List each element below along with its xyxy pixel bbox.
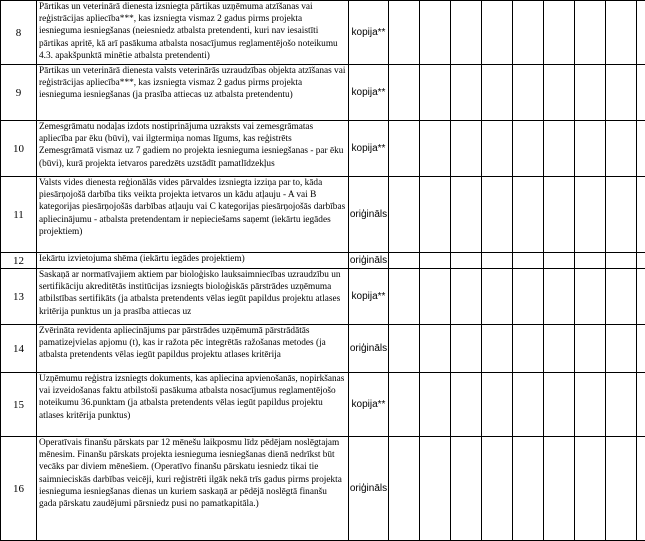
document-description: Operatīvais finanšu pārskats par 12 mēnešu laikposmu līdz pēdējam noslēgtajam mēnesim. Finanšu pārskats projekta iesnieguma iesniegšanas dienā nedrīkst būt vecāks par diviem mēnešiem. (Operatīvo finanšu pārskatu iesniedz tikai tie saimnieciskās darbības veicēji, kuri reģistrēti ilgāk nekā trīs gadus pirms projekta iesnieguma iesniegšanas dienas un kuriem saskaņā ar pēdējā noslēgtā finanšu gada pārskatu zaudējumi pārsniedz pusi no pamatkapitāla.) [39,437,346,510]
empty-check-cell[interactable] [389,373,420,437]
empty-check-cell[interactable] [544,269,575,325]
empty-check-cell[interactable] [637,65,645,121]
document-description: Zemesgrāmatu nodaļas izdots nostiprinājuma uzraksts vai zemesgrāmatas apliecība par ēku (būvi), vai ilgtermiņa nomas līgums, kas reģistrēts Zemesgrāmatā vismaz uz 7 gadiem no projekta iesnieguma iesniegšanas - par ēku (būvi), kurā projekta ietvaros paredzēts uzstādīt pamatlīdzekļus [39,121,346,170]
document-description-cell [37,269,349,325]
empty-check-cell[interactable] [513,121,544,177]
table-row [1,325,645,373]
document-description-cell [37,325,349,373]
empty-check-cell[interactable] [575,269,606,325]
empty-check-cell[interactable] [544,65,575,121]
empty-check-cell[interactable] [389,437,420,541]
empty-check-cell[interactable] [513,269,544,325]
table-row [1,437,645,541]
empty-check-cell[interactable] [544,253,575,269]
document-description: Valsts vides dienesta reģionālās vides pārvaldes izsniegta izziņa par to, kāda piesārņojošā darbība tiks veikta projekta ietvaros un kādu atļauju - A vai B kategorijas piesārņojošās darbības atļauju vai C kategorijas piesārņojošās darbības apliecinājumu - atbalsta pretendentam ir nepieciešams saņemt (iekārtu iegādes projektiem) [39,177,346,238]
empty-check-cell[interactable] [389,121,420,177]
empty-check-cell[interactable] [606,253,637,269]
empty-check-cell[interactable] [575,373,606,437]
empty-check-cell[interactable] [389,325,420,373]
table-row [1,253,645,269]
table-row [1,65,645,121]
empty-check-cell[interactable] [482,269,513,325]
empty-check-cell[interactable] [544,373,575,437]
document-description: Pārtikas un veterinārā dienesta izsniegta pārtikas uzņēmuma atzīšanas vai reģistrācijas apliecība***, kas izsniegta vismaz 2 gadus pirms projekta iesnieguma iesniegšanas (neiesniedz atbalsta pretendenti, kuri nav iesaistīti pārtikas apritē, kā arī pasākuma atbalsta nosacījumus reglamentējošo noteikumu 4.3. apakšpunktā minētie atbalsta pretendenti) [39,1,346,62]
empty-check-cell[interactable] [513,325,544,373]
document-description: Zvērināta revidenta apliecinājums par pārstrādes uzņēmumā pārstrādātās pamatizejvielas apjomu (t), kas ir ražota pēc integrētās ražošanas metodes (ja atbalsta pretendents vēlas iegūt papildus projektu atlases kritērija [39,325,346,362]
document-type: kopija** [349,1,389,65]
empty-check-cell[interactable] [420,437,451,541]
document-type: oriģināls [349,437,389,541]
document-description: Uzņēmumu reģistra izsniegts dokuments, kas apliecina apvienošanās, nopirkšanas vai izveidošanas faktu atbilstoši pasākuma atbalsta nosacījumus reglamentējošo noteikumu 36.punktam (ja atbalsta pretendents vēlas iegūt papildus projektu atlases kritērija punktus) [39,373,346,422]
document-type: kopija** [349,269,389,325]
empty-check-cell[interactable] [482,177,513,253]
document-type: oriģināls [349,253,389,269]
empty-check-cell[interactable] [451,1,482,65]
empty-check-cell[interactable] [513,65,544,121]
row-number: 15 [1,373,37,437]
empty-check-cell[interactable] [637,437,645,541]
row-number: 13 [1,269,37,325]
row-number: 11 [1,177,37,253]
empty-check-cell[interactable] [451,121,482,177]
empty-check-cell[interactable] [389,269,420,325]
document-description-cell [37,253,349,269]
empty-check-cell[interactable] [575,437,606,541]
row-number: 10 [1,121,37,177]
document-type: kopija** [349,65,389,121]
empty-check-cell[interactable] [482,373,513,437]
empty-check-cell[interactable] [420,177,451,253]
document-description-cell [37,121,349,177]
empty-check-cell[interactable] [420,269,451,325]
empty-check-cell[interactable] [606,269,637,325]
empty-check-cell[interactable] [575,177,606,253]
document-description-cell [37,373,349,437]
empty-check-cell[interactable] [575,253,606,269]
empty-check-cell[interactable] [451,269,482,325]
empty-check-cell[interactable] [482,325,513,373]
empty-check-cell[interactable] [451,65,482,121]
empty-check-cell[interactable] [451,437,482,541]
document-type: kopija** [349,373,389,437]
row-number: 9 [1,65,37,121]
empty-check-cell[interactable] [575,121,606,177]
document-type: kopija** [349,121,389,177]
empty-check-cell[interactable] [451,373,482,437]
empty-check-cell[interactable] [389,177,420,253]
empty-check-cell[interactable] [637,269,645,325]
empty-check-cell[interactable] [606,121,637,177]
row-number: 8 [1,1,37,65]
empty-check-cell[interactable] [451,253,482,269]
empty-check-cell[interactable] [544,121,575,177]
empty-check-cell[interactable] [575,325,606,373]
empty-check-cell[interactable] [482,1,513,65]
empty-check-cell[interactable] [513,253,544,269]
document-description-cell [37,177,349,253]
empty-check-cell[interactable] [544,325,575,373]
document-description-cell [37,1,349,65]
table-row [1,373,645,437]
empty-check-cell[interactable] [420,253,451,269]
row-number: 16 [1,437,37,541]
table-row [1,1,645,65]
empty-check-cell[interactable] [606,325,637,373]
empty-check-cell[interactable] [606,1,637,65]
empty-check-cell[interactable] [389,1,420,65]
document-description: Pārtikas un veterinārā dienesta valsts veterinārās uzraudzības objekta atzīšanas vai reģistrācijas apliecība***, kas izsniegta vismaz 2 gadus pirms projekta iesnieguma iesniegšanas (ja prasība attiecas uz atbalsta pretendentu) [39,65,346,102]
row-number: 12 [1,253,37,269]
empty-check-cell[interactable] [637,121,645,177]
empty-check-cell[interactable] [420,121,451,177]
empty-check-cell[interactable] [513,177,544,253]
document-description-cell [37,437,349,541]
empty-check-cell[interactable] [513,373,544,437]
empty-check-cell[interactable] [606,373,637,437]
empty-check-cell[interactable] [482,65,513,121]
table-row [1,177,645,253]
row-number: 14 [1,325,37,373]
empty-check-cell[interactable] [420,65,451,121]
empty-check-cell[interactable] [606,437,637,541]
empty-check-cell[interactable] [389,65,420,121]
empty-check-cell[interactable] [451,177,482,253]
empty-check-cell[interactable] [513,437,544,541]
empty-check-cell[interactable] [637,177,645,253]
document-description: Saskaņā ar normatīvajiem aktiem par bioloģisko lauksaimniecības uzraudzību un sertifikāciju akreditētās institūcijas izsniegts bioloģiskās pārstrādes uzņēmuma atbilstības sertifikāts (ja atbalsta pretendents vēlas iegūt papildus projektu atlases kritērija punktus un ja prasība attiecas uz [39,269,346,318]
empty-check-cell[interactable] [389,253,420,269]
empty-check-cell[interactable] [420,373,451,437]
empty-check-cell[interactable] [420,325,451,373]
empty-check-cell[interactable] [637,1,645,65]
empty-check-cell[interactable] [637,373,645,437]
empty-check-cell[interactable] [575,65,606,121]
empty-check-cell[interactable] [420,1,451,65]
empty-check-cell[interactable] [544,1,575,65]
empty-check-cell[interactable] [482,121,513,177]
document-type: oriģināls [349,325,389,373]
empty-check-cell[interactable] [482,253,513,269]
empty-check-cell[interactable] [451,325,482,373]
empty-check-cell[interactable] [544,437,575,541]
empty-check-cell[interactable] [606,177,637,253]
table-row [1,121,645,177]
empty-check-cell[interactable] [544,177,575,253]
document-description-cell [37,65,349,121]
document-description: Iekārtu izvietojuma shēma (iekārtu iegādes projektiem) [39,253,346,265]
empty-check-cell[interactable] [606,65,637,121]
empty-check-cell[interactable] [482,437,513,541]
empty-check-cell[interactable] [513,1,544,65]
document-type: oriģināls [349,177,389,253]
empty-check-cell[interactable] [575,1,606,65]
empty-check-cell[interactable] [637,253,645,269]
empty-check-cell[interactable] [637,325,645,373]
table-row [1,269,645,325]
